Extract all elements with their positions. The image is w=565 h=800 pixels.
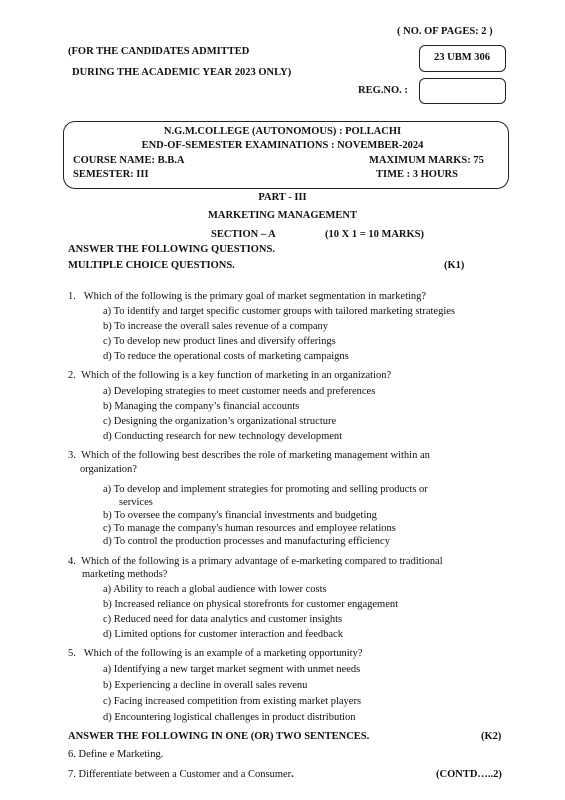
section-heading: SECTION – A <box>211 229 276 240</box>
option: b) To increase the overall sales revenue of a company <box>103 321 329 332</box>
continued-marker: (CONTD…..2) <box>436 769 502 780</box>
question-2 <box>68 370 391 381</box>
option: c) Reduced need for data analytics and customer insights <box>103 614 343 625</box>
question-5 <box>68 648 363 659</box>
option: d) Conducting research for new technology development <box>103 431 343 442</box>
option: c) To manage the company's human resources and employee relations <box>103 523 396 534</box>
question-text: Which of the following is a primary advantage of e-marketing compared to traditional <box>81 556 443 567</box>
question-4 <box>68 556 443 567</box>
course-code: 23 UBM 306 <box>434 52 490 63</box>
question-7-period: . <box>291 769 294 780</box>
question-7 <box>68 769 294 780</box>
reg-no-box[interactable] <box>419 78 506 104</box>
instruction-answer: ANSWER THE FOLLOWING QUESTIONS. <box>68 244 275 255</box>
option: d) To control the production processes and manufacturing efficiency <box>103 536 390 547</box>
option: a) Ability to reach a global audience with lower costs <box>103 584 327 595</box>
question-1 <box>68 291 426 302</box>
question-number: 3. <box>68 450 76 461</box>
question-number: 5. <box>68 648 76 659</box>
course-code-box <box>419 45 506 72</box>
course-name: COURSE NAME: B.B.A <box>73 155 185 166</box>
option: a) Identifying a new target market segment with unmet needs <box>103 664 361 675</box>
question-text: Which of the following is an example of a marketing opportunity? <box>83 648 363 659</box>
question-text: Which of the following best describes the role of marketing management within an <box>81 450 430 461</box>
option: d) To reduce the operational costs of marketing campaigns <box>103 351 349 362</box>
question-text: Which of the following is the primary goal of market segmentation in marketing? <box>83 291 427 302</box>
section-marks: (10 X 1 = 10 MARKS) <box>325 229 425 240</box>
option: b) Experiencing a decline in overall sales revenu <box>103 680 308 691</box>
question-text-continued: marketing methods? <box>82 569 168 580</box>
question-3 <box>68 450 430 461</box>
part-heading: PART - III <box>258 192 307 203</box>
subject-heading: MARKETING MANAGEMENT <box>207 210 358 221</box>
instruction-mcq: MULTIPLE CHOICE QUESTIONS. <box>68 260 235 271</box>
admission-line-2: DURING THE ACADEMIC YEAR 2023 ONLY) <box>72 67 292 78</box>
question-text-continued: organization? <box>80 464 137 475</box>
question-7-text: 7. Differentiate between a Customer and a Consumer <box>68 769 292 780</box>
option: b) Increased reliance on physical storefronts for customer engagement <box>103 599 399 610</box>
reg-no-label: REG.NO. : <box>358 85 408 96</box>
option: a) To develop and implement strategies for promoting and selling products or <box>103 484 428 495</box>
page-count: ( NO. OF PAGES: 2 ) <box>397 26 493 37</box>
option: d) Limited options for customer interaction and feedback <box>103 629 343 640</box>
option: d) Encountering logistical challenges in product distribution <box>103 712 356 723</box>
option: c) To develop new product lines and diversify offerings <box>103 336 336 347</box>
k1-level: (K1) <box>444 260 465 271</box>
option: c) Designing the organization’s organizational structure <box>103 416 337 427</box>
option-continued: services <box>119 497 153 508</box>
semester: SEMESTER: III <box>73 169 149 180</box>
question-6: 6. Define e Marketing. <box>68 749 164 760</box>
option: b) To oversee the company's financial investments and budgeting <box>103 510 377 521</box>
time-allowed: TIME : 3 HOURS <box>376 169 458 180</box>
maximum-marks: MAXIMUM MARKS: 75 <box>369 155 484 166</box>
exam-title: END-OF-SEMESTER EXAMINATIONS : NOVEMBER-2024 <box>141 140 424 151</box>
k2-level: (K2) <box>481 731 502 742</box>
option: c) Facing increased competition from existing market players <box>103 696 362 707</box>
college-name: N.G.M.COLLEGE (AUTONOMOUS) : POLLACHI <box>163 126 402 137</box>
option: a) To identify and target specific customer groups with tailored marketing strategies <box>103 306 455 317</box>
admission-line-1: (FOR THE CANDIDATES ADMITTED <box>68 46 250 57</box>
option: b) Managing the company’s financial accounts <box>103 401 300 412</box>
instruction-short-answer: ANSWER THE FOLLOWING IN ONE (OR) TWO SENTENCES. <box>68 731 370 742</box>
question-number: 2. <box>68 370 76 381</box>
question-number: 4. <box>68 556 76 567</box>
question-text: Which of the following is a key function of marketing in an organization? <box>81 370 392 381</box>
option: a) Developing strategies to meet customer needs and preferences <box>103 386 376 397</box>
question-number: 1. <box>68 291 76 302</box>
